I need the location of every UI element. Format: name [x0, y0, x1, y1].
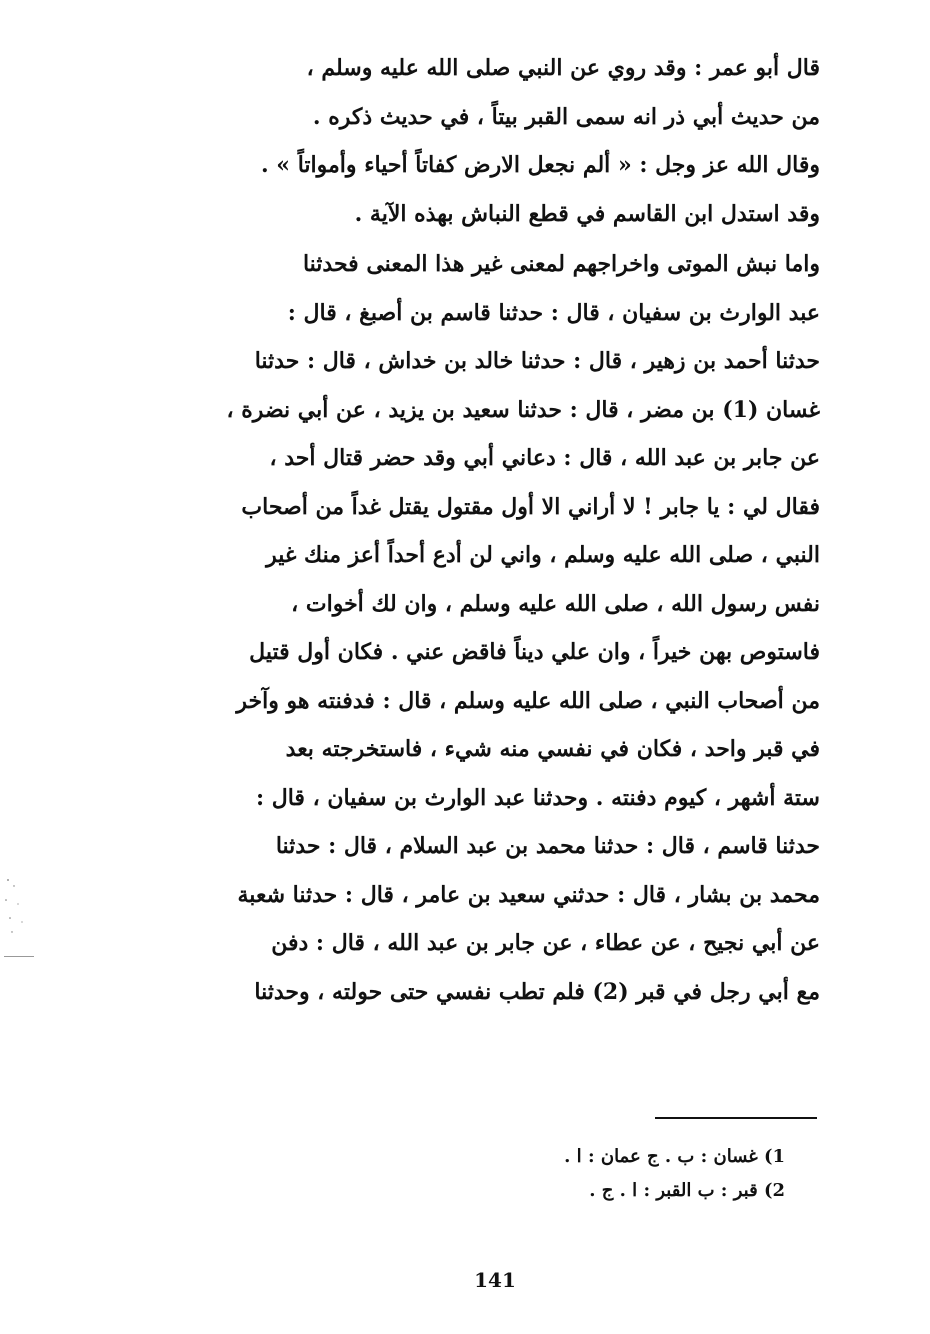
text-line: مع أبي رجل في قبر (2) فلم تطب نفسي حتى حولته ، وحدثنا — [254, 978, 820, 1005]
footnote-divider — [655, 1117, 817, 1119]
text-line: حدثنا أحمد بن زهير ، قال : حدثنا خالد بن خداش ، قال : حدثنا — [254, 348, 820, 374]
text-line: من حديث أبي ذر انه سمى القبر بيتاً ، في حديث ذكره . — [312, 103, 820, 130]
text-line: قال أبو عمر : وقد روي عن النبي صلى الله عليه وسلم ، — [306, 55, 820, 81]
text-line: ستة أشهر ، كيوم دفنته . وحدثنا عبد الوارث بن سفيان ، قال : — [255, 784, 820, 811]
footnote-1: 1) غسان : ب . ج عمان : ا . — [564, 1146, 785, 1167]
paragraph-2 — [180, 240, 820, 1016]
text-line: حدثنا قاسم ، قال : حدثنا محمد بن عبد السلام ، قال : حدثنا — [275, 833, 820, 859]
text-line: وقد استدل ابن القاسم في قطع النباش بهذه الآية . — [354, 200, 820, 227]
footnote-2: 2) قبر : ب القبر : ا . ج . — [589, 1180, 785, 1201]
footnotes — [400, 1140, 785, 1208]
text-line: عبد الوارث بن سفيان ، قال : حدثنا قاسم بن أصبغ ، قال : — [287, 299, 820, 326]
scan-noise-specks — [0, 860, 50, 970]
text-line: فقال لي : يا جابر ! لا أراني الا أول مقتول يقتل غداً من أصحاب — [241, 493, 820, 520]
paragraph-1 — [180, 44, 820, 238]
text-line: عن أبي نجيح ، عن عطاء ، عن جابر بن عبد الله ، قال : دفن — [271, 930, 820, 956]
text-line: وقال الله عز وجل : « ألم نجعل الارض كفاتاً أحياء وأمواتاً » . — [260, 152, 820, 178]
text-line: من أصحاب النبي ، صلى الله عليه وسلم ، قال : فدفنته هو وآخر — [236, 687, 820, 714]
text-line: غسان (1) بن مضر ، قال : حدثنا سعيد بن يزيد ، عن أبي نضرة ، — [226, 396, 820, 423]
text-line: فاستوص بهن خيراً ، وان علي ديناً فاقض عني . فكان أول قتيل — [249, 639, 820, 665]
page-number: 141 — [474, 1268, 516, 1292]
text-line: عن جابر بن عبد الله ، قال : دعاني أبي وقد حضر قتال أحد ، — [269, 445, 820, 471]
text-line: واما نبش الموتى واخراجهم لمعنى غير هذا المعنى فحدثنا — [302, 251, 820, 277]
text-line: النبي ، صلى الله عليه وسلم ، واني لن أدع أحداً أعز منك غير — [266, 542, 820, 568]
text-line: محمد بن بشار ، قال : حدثني سعيد بن عامر ، قال : حدثنا شعبة — [237, 881, 820, 908]
text-line: في قبر واحد ، فكان في نفسي منه شيء ، فاستخرجته بعد — [285, 736, 820, 762]
text-line: نفس رسول الله ، صلى الله عليه وسلم ، وان لك أخوات ، — [291, 590, 820, 617]
